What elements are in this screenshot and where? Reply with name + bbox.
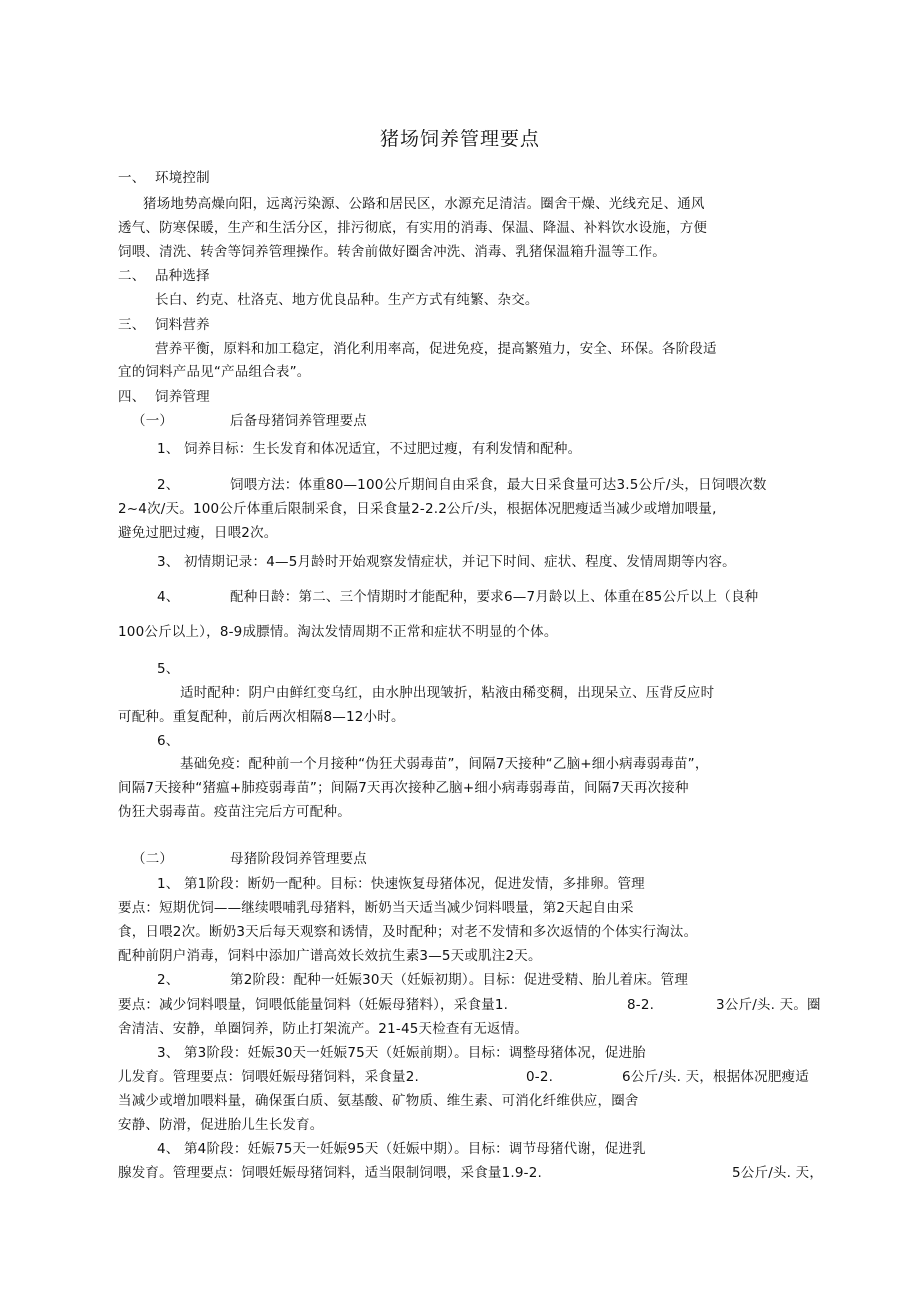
item-2-line-2: 2~4次/天。100公斤体重后限制采食，日采食量2-2.2公斤/头，根据体况肥瘦适当减少或增加喂量, — [118, 501, 717, 517]
item-1-text: 饲养目标：生长发育和体况适宜，不过肥过瘦，有利发情和配种。 — [184, 441, 582, 457]
stage-4-line-2b: 5公斤/头. 天， — [732, 1165, 824, 1181]
stage-2-line-2a: 要点：减少饲料喂量，饲喂低能量饲料（妊娠母猪料），采食量1. — [118, 997, 509, 1013]
item-4-number: 4、 — [157, 589, 180, 605]
stage-3-line-1: 3、 第3阶段：妊娠30天一妊娠75天（妊娠前期）。目标：调整母猪体况，促进胎 — [157, 1045, 646, 1061]
stage-2-line-3: 舍清洁、安静，单圈饲养，防止打架流产。21-45天检查有无返情。 — [118, 1021, 529, 1037]
section-4-heading: 饲养管理 — [155, 389, 210, 405]
stage-1-line-1: 1、 第1阶段：断奶一配种。目标：快速恢复母猪体况，促进发情，多排卵。管理 — [157, 876, 645, 892]
stage-4-line-1: 4、 第4阶段：妊娠75天一妊娠95天（妊娠中期）。目标：调节母猪代谢，促进乳 — [157, 1141, 646, 1157]
stage-2-line-2b: 8-2. — [627, 997, 655, 1013]
stage-1-line-3: 食，日喂2次。断奶3天后每天观察和诱情，及时配种；对老不发情和多次返情的个体实行淘汰。 — [118, 924, 698, 940]
section-4-number: 四、 — [118, 389, 146, 405]
section-3-line-2: 宜的饲料产品见“产品组合表”。 — [118, 364, 311, 380]
stage-3-line-3: 当减少或增加喂料量，确保蛋白质、氨基酸、矿物质、维生素、可消化纤维供应，圈舍 — [118, 1093, 639, 1109]
item-1-number: 1、 — [157, 441, 180, 457]
item-3-number: 3、 — [157, 554, 180, 570]
stage-2-line-1: 第2阶段：配种一妊娠30天（妊娠初期）。目标：促进受精、胎儿着床。管理 — [230, 972, 689, 988]
section-1-heading: 环境控制 — [155, 170, 210, 186]
subsection-1-number: （一） — [132, 413, 174, 429]
item-2-line-3: 避免过肥过瘦，日喂2次。 — [118, 525, 278, 541]
subsection-1-heading: 后备母猪饲养管理要点 — [230, 413, 367, 429]
item-5-line-2: 可配种。重复配种，前后两次相隔8—12小时。 — [118, 709, 405, 725]
item-4-line-2: 100公斤以上），8-9成膘情。淘汰发情周期不正常和症状不明显的个体。 — [118, 624, 558, 640]
section-1-line-2: 透气、防寒保暖，生产和生活分区，排污彻底，有实用的消毒、保温、降温、补料饮水设施，方便 — [118, 220, 708, 236]
stage-3-line-2c: 6公斤/头. 天，根据体况肥瘦适 — [622, 1069, 809, 1085]
section-1-line-1: 猪场地势高燥向阳，远离污染源、公路和居民区，水源充足清洁。圈舍干燥、光线充足、通风 — [143, 196, 705, 212]
item-5-number: 5、 — [157, 661, 180, 677]
section-1-number: 一、 — [118, 170, 146, 186]
stage-4-line-2a: 腺发育。管理要点：饲喂妊娠母猪饲料，适当限制饲喂，采食量1.9-2. — [118, 1165, 543, 1181]
item-4-line-1: 配种日龄：第二、三个情期时才能配种，要求6—7月龄以上、体重在85公斤以上（良种 — [230, 589, 759, 605]
stage-3-line-4: 安静、防滑，促进胎儿生长发育。 — [118, 1117, 324, 1133]
section-3-line-1: 营养平衡，原料和加工稳定，消化利用率高，促进免疫，提高繁殖力，安全、环保。各阶段适 — [155, 341, 717, 357]
section-2-heading: 品种选择 — [155, 268, 210, 284]
item-3-text: 初情期记录：4—5月龄时开始观察发情症状，并记下时间、症状、程度、发情周期等内容。 — [184, 554, 736, 570]
item-6-line-3: 伪狂犬弱毒苗。疫苗注完后方可配种。 — [118, 804, 351, 820]
stage-1-line-4: 配种前阴户消毒，饲料中添加广谱高效长效抗生素3—5天或肌注2天。 — [118, 948, 542, 964]
section-3-number: 三、 — [118, 317, 146, 333]
section-3-heading: 饲料营养 — [155, 317, 210, 333]
item-2-number: 2、 — [157, 477, 180, 493]
stage-3-line-2b: 0-2. — [526, 1069, 554, 1085]
item-6-line-2: 间隔7天接种“猪瘟+肺疫弱毒苗”；间隔7天再次接种乙脑+细小病毒弱毒苗，间隔7天再次接种 — [118, 780, 689, 796]
section-1-line-3: 饲喂、清洗、转舍等饲养管理操作。转舍前做好圈舍冲洗、消毒、乳猪保温箱升温等工作。 — [118, 244, 666, 260]
page-title: 猪场饲养管理要点 — [379, 128, 540, 150]
stage-1-line-2: 要点：短期优饲——继续喂哺乳母猪料，断奶当天适当减少饲料喂量，第2天起自由采 — [118, 900, 634, 916]
item-6-line-1: 基础免疫：配种前一个月接种“伪狂犬弱毒苗”，间隔7天接种“乙脑+细小病毒弱毒苗”， — [180, 756, 709, 772]
stage-2-number: 2、 — [157, 972, 180, 988]
subsection-2-heading: 母猪阶段饲养管理要点 — [230, 851, 367, 867]
section-2-number: 二、 — [118, 268, 146, 284]
subsection-2-number: （二） — [132, 851, 174, 867]
section-2-line-1: 长白、约克、杜洛克、地方优良品种。生产方式有纯繁、杂交。 — [155, 292, 539, 308]
item-5-line-1: 适时配种：阴户由鲜红变乌红，由水肿出现皱折，粘液由稀变稠，出现呆立、压背反应时 — [180, 685, 715, 701]
item-6-number: 6、 — [157, 733, 180, 749]
item-2-line-1: 饲喂方法：体重80—100公斤期间自由采食，最大日采食量可达3.5公斤/头，日饲喂次数 — [230, 477, 767, 493]
stage-3-line-2a: 儿发育。管理要点：饲喂妊娠母猪饲料，采食量2. — [118, 1069, 419, 1085]
stage-2-line-2c: 3公斤/头. 天。圈 — [716, 997, 821, 1013]
